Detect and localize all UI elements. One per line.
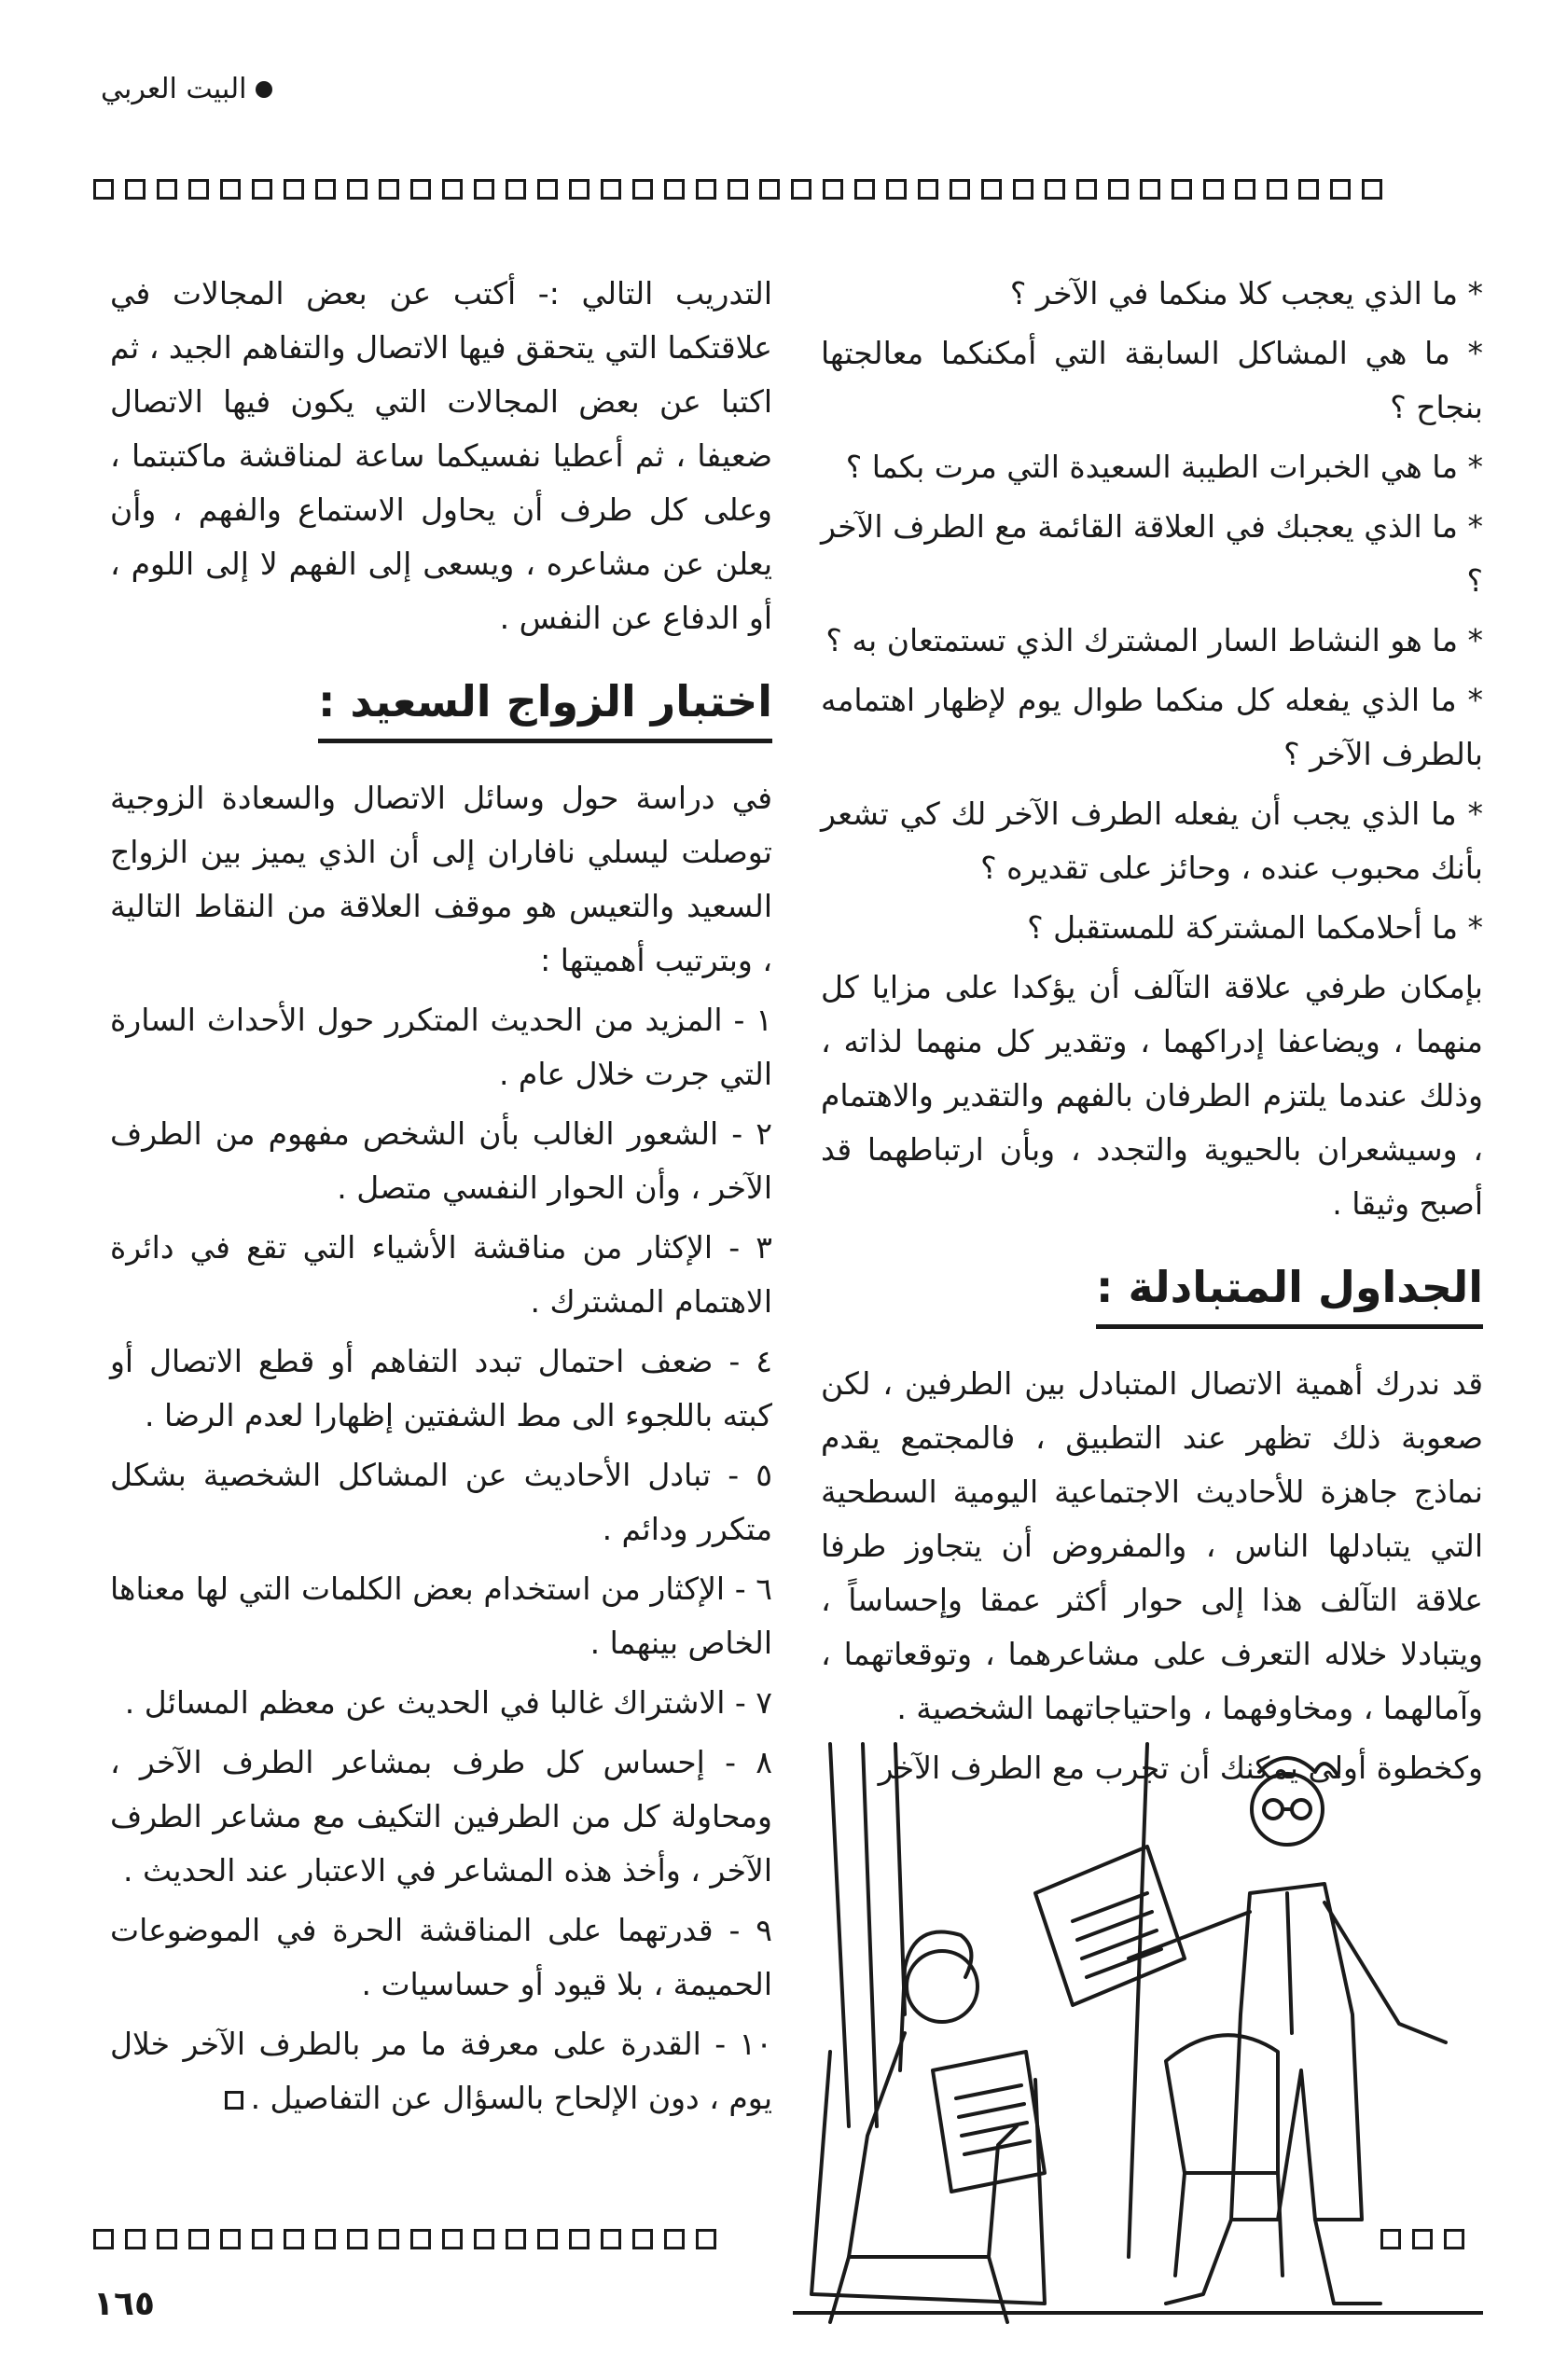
body-paragraph: وكخطوة أولى يمكنك أن تجرب مع الطرف الآخر bbox=[878, 1750, 1483, 1786]
decorative-square-icon bbox=[442, 179, 463, 200]
page-number: ١٦٥ bbox=[93, 2285, 155, 2323]
list-item: ٦ - الإكثار من استخدام بعض الكلمات التي لها معناها الخاص بينهما . bbox=[110, 1571, 772, 1661]
right-column bbox=[821, 267, 1483, 1801]
question-item: * ما الذي يفعله كل منكما طوال يوم لإظهار اهتمامه بالطرف الآخر ؟ bbox=[821, 682, 1483, 772]
question-item: * ما أحلامكما المشتركة للمستقبل ؟ bbox=[1027, 909, 1483, 946]
decorative-square-icon bbox=[632, 2229, 653, 2249]
numbered-list bbox=[110, 993, 772, 2125]
left-column bbox=[110, 267, 772, 2131]
list-item: ٢ - الشعور الغالب بأن الشخص مفهوم من الطرف الآخر ، وأن الحوار النفسي متصل . bbox=[110, 1115, 772, 1206]
decorative-square-icon bbox=[379, 2229, 399, 2249]
header-title: البيت العربي bbox=[101, 73, 247, 105]
decorative-square-icon bbox=[854, 179, 875, 200]
decorative-square-icon bbox=[918, 179, 938, 200]
decorative-square-icon bbox=[157, 2229, 177, 2249]
list-item: ٩ - قدرتهما على المناقشة الحرة في الموضوعات الحميمة ، بلا قيود أو حساسيات . bbox=[110, 1912, 772, 2002]
body-paragraph: بإمكان طرفي علاقة التآلف أن يؤكدا على مزايا كل منهما ، ويضاعفا إدراكهما ، وتقدير كل منهما لذاته ، وذلك عندما يلتزم الطرفان بالفهم والتقدير والاهتمام ، وسيشعران بالحيوية والتجدد ، وبأن ارتباطهما قد أصبح وثيقا . bbox=[821, 969, 1483, 1222]
decorative-square-icon bbox=[1298, 179, 1319, 200]
question-item: * ما الذي يجب أن يفعله الطرف الآخر لك كي تشعر بأنك محبوب عنده ، وحائز على تقديره ؟ bbox=[821, 796, 1483, 886]
decorative-square-icon bbox=[1108, 179, 1129, 200]
question-item: * ما هي المشاكل السابقة التي أمكنكما معالجتها بنجاح ؟ bbox=[821, 335, 1483, 425]
decorative-square-icon bbox=[1172, 179, 1192, 200]
decorative-square-icon bbox=[1045, 179, 1065, 200]
body-paragraph: قد ندرك أهمية الاتصال المتبادل بين الطرفين ، لكن صعوبة ذلك تظهر عند التطبيق ، فالمجتمع يقدم نماذج جاهزة للأحاديث الاجتماعية اليومية السطحية التي يتبادلها الناس ، والمفروض أن يتجاوز طرفا علاقة التآلف هذا إلى حوار أكثر عمقا وإحساساً ، ويتبادلا خلاله التعرف على مشاعرهما ، وتوقعاتهما ، وآمالهما ، ومخاوفهما ، واحتياجاتهما الشخصية . bbox=[821, 1365, 1483, 1726]
decorative-square-icon bbox=[315, 2229, 336, 2249]
decorative-square-icon bbox=[569, 2229, 589, 2249]
decorative-square-icon bbox=[93, 2229, 114, 2249]
decorative-square-icon bbox=[1330, 179, 1351, 200]
decorative-square-icon bbox=[696, 2229, 716, 2249]
decorative-square-icon bbox=[1013, 179, 1033, 200]
bottom-decorative-box-row-short bbox=[1380, 2229, 1464, 2249]
decorative-square-icon bbox=[632, 179, 653, 200]
decorative-square-icon bbox=[1412, 2229, 1433, 2249]
decorative-square-icon bbox=[601, 2229, 621, 2249]
decorative-square-icon bbox=[474, 179, 494, 200]
decorative-square-icon bbox=[664, 179, 685, 200]
decorative-square-icon bbox=[981, 179, 1002, 200]
list-item: ١ - المزيد من الحديث المتكرر حول الأحداث السارة التي جرت خلال عام . bbox=[110, 1002, 772, 1092]
decorative-square-icon bbox=[188, 2229, 209, 2249]
list-item: ٧ - الاشتراك غالبا في الحديث عن معظم المسائل . bbox=[124, 1684, 772, 1721]
decorative-square-icon bbox=[252, 179, 272, 200]
decorative-square-icon bbox=[410, 2229, 431, 2249]
running-header bbox=[101, 73, 272, 105]
decorative-square-icon bbox=[442, 2229, 463, 2249]
decorative-square-icon bbox=[188, 179, 209, 200]
decorative-square-icon bbox=[1380, 2229, 1401, 2249]
list-item: ٣ - الإكثار من مناقشة الأشياء التي تقع في دائرة الاهتمام المشترك . bbox=[110, 1229, 772, 1320]
decorative-square-icon bbox=[728, 179, 748, 200]
question-item: * ما هي الخبرات الطيبة السعيدة التي مرت بكما ؟ bbox=[845, 449, 1483, 485]
decorative-square-icon bbox=[791, 179, 811, 200]
decorative-square-icon bbox=[347, 2229, 367, 2249]
decorative-square-icon bbox=[410, 179, 431, 200]
decorative-square-icon bbox=[284, 2229, 304, 2249]
decorative-square-icon bbox=[664, 2229, 685, 2249]
question-item: * ما الذي يعجب كلا منكما في الآخر ؟ bbox=[1009, 275, 1483, 311]
decorative-square-icon bbox=[1235, 179, 1255, 200]
top-decorative-box-row bbox=[93, 179, 1382, 200]
decorative-square-icon bbox=[1362, 179, 1382, 200]
bottom-decorative-box-row bbox=[93, 2229, 716, 2249]
couple-cartoon-illustration bbox=[793, 1735, 1483, 2350]
decorative-square-icon bbox=[506, 179, 526, 200]
question-item: * ما الذي يعجبك في العلاقة القائمة مع الطرف الآخر ؟ bbox=[821, 508, 1483, 599]
decorative-square-icon bbox=[1267, 179, 1287, 200]
end-of-article-box-icon bbox=[225, 2091, 243, 2110]
decorative-square-icon bbox=[823, 179, 843, 200]
list-item: ٨ - إحساس كل طرف بمشاعر الطرف الآخر ، ومحاولة كل من الطرفين التكيف مع مشاعر الطرف الآخر ، وأخذ هذه المشاعر في الاعتبار عند الحديث . bbox=[110, 1744, 772, 1889]
decorative-square-icon bbox=[220, 179, 241, 200]
decorative-square-icon bbox=[252, 2229, 272, 2249]
bullet-dot-icon bbox=[256, 81, 272, 98]
decorative-square-icon bbox=[1076, 179, 1097, 200]
section-heading: الجداول المتبادلة : bbox=[1096, 1257, 1483, 1329]
decorative-square-icon bbox=[537, 2229, 558, 2249]
decorative-square-icon bbox=[347, 179, 367, 200]
decorative-square-icon bbox=[759, 179, 780, 200]
question-item: * ما هو النشاط السار المشترك الذي تستمتعان به ؟ bbox=[825, 622, 1483, 658]
decorative-square-icon bbox=[315, 179, 336, 200]
list-item: ٤ - ضعف احتمال تبدد التفاهم أو قطع الاتصال أو كبته باللجوء الى مط الشفتين إظهارا لعدم الرضا . bbox=[110, 1343, 772, 1433]
decorative-square-icon bbox=[157, 179, 177, 200]
decorative-square-icon bbox=[506, 2229, 526, 2249]
body-paragraph: في دراسة حول وسائل الاتصال والسعادة الزوجية توصلت ليسلي نافاران إلى أن الذي يميز بين الزواج السعيد والتعيس هو موقف العلاقة من النقاط التالية ، وبترتيب أهميتها : bbox=[110, 780, 772, 978]
section-heading: اختبار الزواج السعيد : bbox=[318, 671, 772, 743]
decorative-square-icon bbox=[950, 179, 970, 200]
decorative-square-icon bbox=[93, 179, 114, 200]
questions-list bbox=[821, 267, 1483, 955]
decorative-square-icon bbox=[1203, 179, 1224, 200]
decorative-square-icon bbox=[474, 2229, 494, 2249]
decorative-square-icon bbox=[601, 179, 621, 200]
decorative-square-icon bbox=[1444, 2229, 1464, 2249]
decorative-square-icon bbox=[1140, 179, 1160, 200]
list-item-text: ١٠ - القدرة على معرفة ما مر بالطرف الآخر خلال يوم ، دون الإلحاح بالسؤال عن التفاصيل . bbox=[110, 2026, 772, 2116]
decorative-square-icon bbox=[696, 179, 716, 200]
list-item: ٥ - تبادل الأحاديث عن المشاكل الشخصية بشكل متكرر ودائم . bbox=[110, 1457, 772, 1547]
decorative-square-icon bbox=[284, 179, 304, 200]
decorative-square-icon bbox=[220, 2229, 241, 2249]
decorative-square-icon bbox=[537, 179, 558, 200]
decorative-square-icon bbox=[379, 179, 399, 200]
decorative-square-icon bbox=[569, 179, 589, 200]
body-paragraph: التدريب التالي :- أكتب عن بعض المجالات في علاقتكما التي يتحقق فيها الاتصال والتفاهم الجيد ، ثم اكتبا عن بعض المجالات التي يكون فيها الاتصال ضعيفا ، ثم أعطيا نفسيكما ساعة لمناقشة ماكتبتما ، وعلى كل طرف أن يحاول الاستماع والفهم ، وأن يعلن عن مشاعره ، ويسعى إلى الفهم لا إلى اللوم ، أو الدفاع عن النفس . bbox=[110, 275, 772, 636]
decorative-square-icon bbox=[886, 179, 907, 200]
list-item bbox=[110, 2017, 772, 2125]
decorative-square-icon bbox=[125, 179, 146, 200]
decorative-square-icon bbox=[125, 2229, 146, 2249]
